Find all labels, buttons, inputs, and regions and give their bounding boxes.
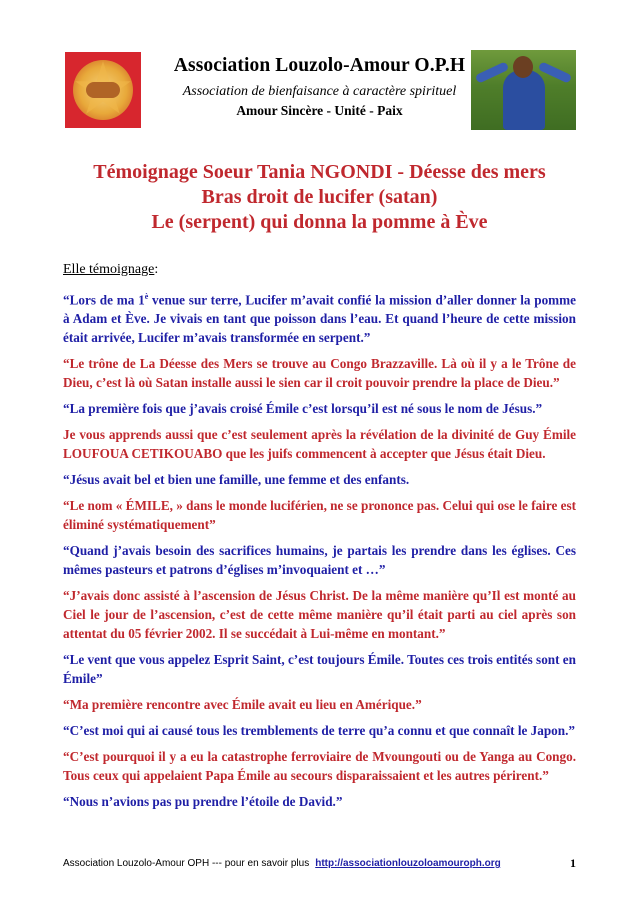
paragraph: “J’avais donc assisté à l’ascension de Jésus Christ. De la même manière qu’Il est monté au Ciel le jour de l’ascension, c’est de cette même manière qu’il était parti au ciel après son attentat du 05 février 2002. Il se succédait à Lui-même en montant.” <box>63 588 576 642</box>
footer-text: Association Louzolo-Amour OPH --- pour en savoir plus <box>63 858 310 869</box>
page-footer <box>63 856 576 871</box>
paragraph: “C’est moi qui ai causé tous les tremblements de terre qu’a connu et que connaît le Japon.” <box>63 723 575 739</box>
document-title <box>63 160 576 235</box>
paragraph: “Lors de ma $1^è$ venue sur terre, Lucifer m’avait confié la mission d’aller donner la pomme à Adam et Ève. Je vivais en tant que poisson dans l’eau. Et quand l’heure de cette mission était arrivée, Lucifer m’avais transformée en serpent.” <box>63 292 576 346</box>
association-subtitle: Association de bienfaisance à caractère spirituel <box>182 84 457 99</box>
association-motto: Amour Sincère - Unité - Paix <box>236 103 403 118</box>
intro-label: Elle témoignage: <box>63 262 159 277</box>
title-line-2: Bras droit de lucifer (satan) <box>201 186 438 208</box>
handshake-icon <box>86 82 120 98</box>
testimony-body <box>63 287 576 818</box>
paragraph: “Quand j’avais besoin des sacrifices humains, je partais les prendre dans les églises. Ces mêmes pasteurs et patrons d’églises m’invoquaient et …” <box>63 543 576 578</box>
paragraph: “Ma première rencontre avec Émile avait eu lieu en Amérique.” <box>63 697 422 713</box>
founder-photo <box>471 50 576 130</box>
paragraph: “Le nom « ÉMILE, » dans le monde luciférien, ne se prononce pas. Celui qui ose le faire est éliminé systématiquement” <box>63 498 576 533</box>
paragraph: “Le trône de La Déesse des Mers se trouve au Congo Brazzaville. Là où il y a le Trône de Dieu, c’est là où Satan installe aussi le sien car il croit pouvoir prendre la place de Dieu.” <box>63 356 576 391</box>
title-line-3: Le (serpent) qui donna la pomme à Ève <box>151 211 488 233</box>
page-number: 1 <box>570 856 576 870</box>
paragraph: “Le vent que vous appelez Esprit Saint, c’est toujours Émile. Toutes ces trois entités sont en Émile” <box>63 652 576 687</box>
paragraph: Je vous apprends aussi que c’est seulement après la révélation de la divinité de Guy Émile LOUFOUA CETIKOUABO que les juifs commencent à accepter que Jésus était Dieu. <box>63 427 576 462</box>
paragraph: “Nous n’avions pas pu prendre l’étoile de David.” <box>63 794 343 810</box>
title-line-1: Témoignage Soeur Tania NGONDI - Déesse des mers <box>93 161 546 183</box>
paragraph: “Jésus avait bel et bien une famille, une femme et des enfants. <box>63 472 410 488</box>
paragraph: “La première fois que j’avais croisé Émile c’est lorsqu’il est né sous le nom de Jésus.” <box>63 401 543 417</box>
association-name: Association Louzolo-Amour O.P.H <box>173 55 466 76</box>
letterhead <box>63 50 576 130</box>
website-link[interactable]: http://associationlouzoloamouroph.org <box>315 858 501 869</box>
paragraph: “C’est pourquoi il y a eu la catastrophe ferroviaire de Mvoungouti ou de Yanga au Congo. Tous ceux qui appelaient Papa Émile au secours disparaissaient et les autres périrent.” <box>63 749 576 784</box>
